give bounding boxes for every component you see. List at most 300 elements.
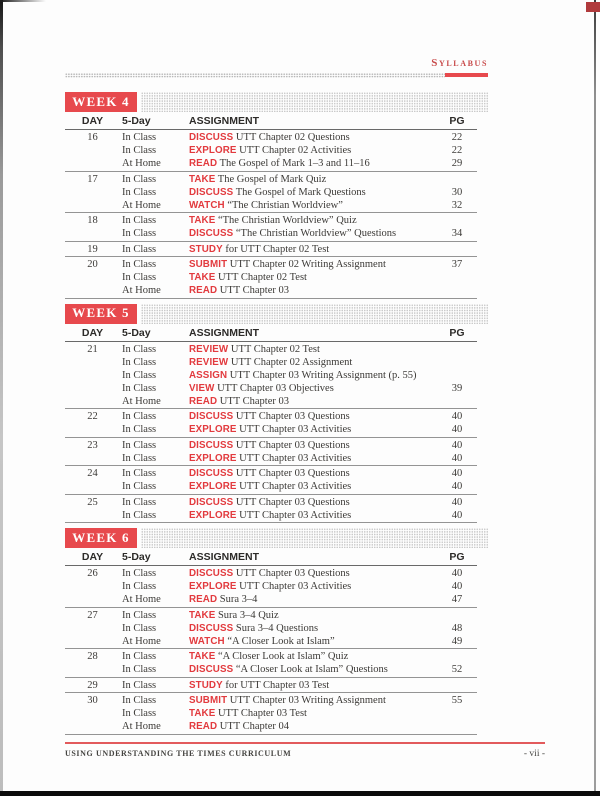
- five-day-cell: In Class: [122, 568, 157, 579]
- assignment-cell: [187, 214, 437, 227]
- assignment-text: Sura 3–4 Questions: [235, 622, 319, 634]
- pg-cell: 22: [451, 132, 463, 143]
- week-section: [65, 304, 488, 524]
- table-row: [65, 663, 477, 676]
- pg-cell: [437, 356, 477, 369]
- assignment-verb: DISCUSS: [189, 568, 234, 579]
- five-day-cell: In Class: [122, 664, 157, 675]
- day-number: [65, 452, 120, 465]
- assignment-verb: TAKE: [189, 272, 216, 283]
- week-band-hatch: [141, 528, 488, 548]
- table-row: [65, 382, 477, 395]
- column-header-five-day: 5-Day: [122, 551, 151, 563]
- assignment-verb: EXPLORE: [189, 424, 237, 435]
- week-table: [65, 550, 477, 735]
- assignment-cell: [187, 423, 437, 436]
- pg-cell: 22: [451, 145, 463, 156]
- pg-cell: 34: [451, 228, 463, 239]
- day-number: [65, 186, 120, 199]
- assignment-text: UTT Chapter 03 Writing Assignment: [229, 695, 386, 706]
- five-day-cell: In Class: [122, 609, 157, 621]
- five-day-cell: In Class: [122, 439, 157, 451]
- assignment-text: “A Closer Look at Islam” Quiz: [217, 651, 349, 662]
- assignment-text: UTT Chapter 02 Questions: [235, 132, 350, 143]
- day-number: [65, 720, 120, 733]
- week-band-hatch: [141, 92, 488, 112]
- column-header-pg: PG: [449, 326, 465, 339]
- assignment-verb: EXPLORE: [189, 452, 237, 464]
- five-day-cell: In Class: [122, 468, 157, 479]
- five-day-cell: At Home: [122, 158, 161, 169]
- week-table: [65, 326, 477, 524]
- assignment-verb: TAKE: [189, 215, 216, 226]
- table-row: [65, 650, 477, 663]
- assignment-verb: READ: [189, 285, 218, 296]
- week-band-hatch: [141, 304, 488, 324]
- scan-bottom-edge: [0, 791, 600, 796]
- five-day-cell: In Class: [122, 651, 157, 662]
- assignment-verb: DISCUSS: [189, 228, 234, 239]
- pg-cell: [437, 243, 477, 256]
- column-header-day: DAY: [81, 326, 104, 339]
- pg-cell: [437, 609, 477, 622]
- five-day-cell: In Class: [122, 622, 157, 634]
- table-row: [65, 467, 477, 480]
- assignment-text: UTT Chapter 04: [219, 721, 290, 732]
- pg-cell: [437, 395, 477, 408]
- day-number: [65, 199, 120, 212]
- day-number: [65, 144, 120, 157]
- assignment-cell: [187, 395, 437, 408]
- table-row: [65, 369, 477, 382]
- assignment-verb: DISCUSS: [189, 468, 234, 479]
- assignment-cell: [187, 382, 437, 395]
- five-day-cell: In Class: [122, 228, 157, 239]
- assignment-text: UTT Chapter 02 Test: [230, 343, 320, 355]
- assignment-text: UTT Chapter 03: [219, 285, 290, 296]
- assignment-text: UTT Chapter 03 Activities: [239, 452, 352, 464]
- assignment-verb: READ: [189, 395, 218, 407]
- five-day-cell: In Class: [122, 509, 157, 521]
- pg-cell: 40: [451, 452, 463, 464]
- assignment-text: “A Closer Look at Islam”: [227, 635, 335, 647]
- day-number: [65, 395, 120, 408]
- five-day-cell: At Home: [122, 199, 161, 211]
- day-group: [65, 678, 477, 694]
- assignment-verb: DISCUSS: [189, 439, 234, 451]
- table-row: [65, 243, 477, 256]
- assignment-cell: [187, 410, 437, 423]
- assignment-text: UTT Chapter 03 Test: [217, 708, 307, 719]
- table-row: [65, 593, 477, 606]
- day-group: [65, 566, 477, 608]
- five-day-cell: At Home: [122, 285, 161, 296]
- pg-cell: 40: [451, 468, 463, 479]
- day-group: [65, 242, 477, 258]
- assignment-text: UTT Chapter 03 Questions: [235, 568, 350, 579]
- day-number: [65, 635, 120, 648]
- assignment-verb: VIEW: [189, 382, 215, 394]
- day-group: [65, 213, 477, 242]
- column-header-pg: PG: [449, 551, 465, 563]
- column-header-assignment: ASSIGNMENT: [189, 115, 260, 127]
- column-header-five-day: 5-Day: [122, 115, 151, 127]
- pg-cell: [437, 343, 477, 356]
- assignment-cell: [187, 694, 437, 707]
- day-number: 28: [87, 651, 98, 662]
- five-day-cell: In Class: [122, 186, 157, 198]
- day-number: [65, 509, 120, 522]
- assignment-text: The Gospel of Mark 1–3 and 11–16: [219, 158, 370, 169]
- pg-cell: 39: [451, 382, 463, 394]
- day-group: [65, 438, 477, 467]
- weeks-container: [65, 92, 488, 735]
- assignment-cell: [187, 186, 437, 199]
- day-group: [65, 693, 477, 735]
- table-row: [65, 480, 477, 493]
- assignment-text: UTT Chapter 03 Activities: [239, 509, 352, 521]
- table-row: [65, 258, 477, 271]
- assignment-text: The Gospel of Mark Questions: [235, 186, 366, 198]
- five-day-cell: In Class: [122, 382, 157, 394]
- assignment-verb: STUDY: [189, 243, 223, 255]
- assignment-text: UTT Chapter 03 Objectives: [217, 382, 334, 394]
- column-header-five-day: 5-Day: [122, 326, 151, 339]
- five-day-cell: In Class: [122, 424, 157, 435]
- pg-cell: 40: [451, 411, 463, 422]
- assignment-cell: [187, 509, 437, 522]
- assignment-cell: [187, 157, 437, 170]
- five-day-cell: In Class: [122, 243, 157, 255]
- table-row: [65, 144, 477, 157]
- day-group: [65, 649, 477, 678]
- day-group: [65, 342, 477, 410]
- column-header-day: DAY: [81, 551, 104, 563]
- day-number: 17: [87, 173, 98, 185]
- assignment-text: Sura 3–4: [219, 594, 258, 605]
- assignment-cell: [187, 679, 437, 692]
- pg-cell: 40: [451, 424, 463, 435]
- table-row: [65, 395, 477, 408]
- five-day-cell: At Home: [122, 635, 161, 647]
- pg-cell: [437, 720, 477, 733]
- pg-cell: [437, 214, 477, 227]
- header-rule-dots: [65, 73, 445, 78]
- page-header-label: Syllabus: [431, 57, 488, 69]
- assignment-text: UTT Chapter 02 Writing Assignment: [229, 259, 386, 270]
- day-group: [65, 257, 477, 299]
- assignment-verb: EXPLORE: [189, 581, 237, 592]
- assignment-text: UTT Chapter 03 Questions: [235, 439, 350, 451]
- five-day-cell: In Class: [122, 132, 157, 143]
- pg-cell: 40: [451, 568, 463, 579]
- day-number: [65, 580, 120, 593]
- assignment-verb: DISCUSS: [189, 186, 234, 198]
- table-row: [65, 199, 477, 212]
- pg-cell: 29: [451, 158, 463, 169]
- assignment-text: UTT Chapter 03 Activities: [239, 581, 352, 592]
- table-body: [65, 130, 477, 299]
- assignment-verb: REVIEW: [189, 343, 229, 355]
- five-day-cell: At Home: [122, 594, 161, 605]
- column-header-assignment: ASSIGNMENT: [189, 551, 260, 563]
- footer-curriculum-label: USING UNDERSTANDING THE TIMES CURRICULUM: [65, 749, 292, 758]
- pg-cell: 49: [451, 635, 463, 647]
- day-group: [65, 409, 477, 438]
- table-row: [65, 609, 477, 622]
- day-number: 25: [87, 496, 98, 508]
- five-day-cell: In Class: [122, 259, 157, 270]
- assignment-cell: [187, 199, 437, 212]
- day-number: 23: [87, 439, 98, 451]
- assignment-verb: DISCUSS: [189, 622, 234, 634]
- pg-cell: [437, 173, 477, 186]
- assignment-verb: DISCUSS: [189, 496, 234, 508]
- assignment-verb: TAKE: [189, 173, 216, 185]
- header-rule-red-segment: [445, 73, 488, 77]
- assignment-cell: [187, 131, 437, 144]
- assignment-text: The Gospel of Mark Quiz: [217, 173, 327, 185]
- table-row: [65, 567, 477, 580]
- assignment-cell: [187, 480, 437, 493]
- table-row: [65, 694, 477, 707]
- five-day-cell: In Class: [122, 679, 157, 691]
- assignment-verb: WATCH: [189, 635, 225, 647]
- assignment-cell: [187, 284, 437, 297]
- assignment-text: UTT Chapter 02 Assignment: [230, 356, 353, 368]
- assignment-cell: [187, 439, 437, 452]
- pg-cell: 52: [451, 664, 463, 675]
- table-row: [65, 284, 477, 297]
- day-number: [65, 382, 120, 395]
- pg-cell: 32: [451, 199, 463, 211]
- day-number: 24: [87, 468, 98, 479]
- week-title: WEEK 5: [65, 304, 137, 324]
- assignment-cell: [187, 243, 437, 256]
- header-rule: [65, 73, 488, 78]
- assignment-verb: TAKE: [189, 651, 216, 662]
- day-number: [65, 157, 120, 170]
- five-day-cell: In Class: [122, 145, 157, 156]
- pg-cell: [437, 284, 477, 297]
- day-number: 18: [87, 215, 98, 226]
- day-number: [65, 707, 120, 720]
- assignment-cell: [187, 622, 437, 635]
- table-row: [65, 343, 477, 356]
- table-row: [65, 131, 477, 144]
- pg-cell: 40: [451, 481, 463, 492]
- day-number: [65, 227, 120, 240]
- day-number: 19: [87, 243, 98, 255]
- week-section: [65, 92, 488, 299]
- assignment-text: for UTT Chapter 03 Test: [225, 679, 330, 691]
- assignment-verb: EXPLORE: [189, 481, 237, 492]
- pg-cell: [437, 369, 477, 382]
- table-row: [65, 356, 477, 369]
- day-group: [65, 608, 477, 650]
- day-group: [65, 495, 477, 524]
- day-number: 21: [87, 343, 98, 355]
- assignment-cell: [187, 271, 437, 284]
- assignment-cell: [187, 650, 437, 663]
- assignment-cell: [187, 258, 437, 271]
- week-title: WEEK 4: [65, 92, 137, 112]
- five-day-cell: In Class: [122, 272, 157, 283]
- assignment-verb: READ: [189, 721, 218, 732]
- scan-top-edge: [0, 0, 46, 2]
- day-number: [65, 271, 120, 284]
- day-group: [65, 130, 477, 172]
- assignment-verb: READ: [189, 594, 218, 605]
- five-day-cell: At Home: [122, 395, 161, 407]
- assignment-text: UTT Chapter 03 Activities: [239, 481, 352, 492]
- assignment-verb: DISCUSS: [189, 132, 234, 143]
- table-row: [65, 580, 477, 593]
- pg-cell: [437, 707, 477, 720]
- assignment-text: UTT Chapter 03 Questions: [235, 411, 350, 422]
- assignment-text: “The Christian Worldview”: [227, 199, 343, 211]
- table-row: [65, 635, 477, 648]
- assignment-text: UTT Chapter 03 Writing Assignment (p. 55): [229, 369, 417, 381]
- table-row: [65, 410, 477, 423]
- column-header-day: DAY: [81, 115, 104, 127]
- day-number: [65, 622, 120, 635]
- scan-corner-mark: [586, 2, 600, 12]
- footer-rule: [65, 742, 545, 744]
- assignment-text: UTT Chapter 03 Activities: [239, 424, 352, 435]
- column-header-assignment: ASSIGNMENT: [189, 326, 260, 339]
- five-day-cell: In Class: [122, 173, 157, 185]
- assignment-text: UTT Chapter 03: [219, 395, 290, 407]
- column-header-pg: PG: [449, 115, 465, 127]
- pg-cell: 40: [451, 509, 463, 521]
- day-number: [65, 356, 120, 369]
- five-day-cell: In Class: [122, 496, 157, 508]
- table-row: [65, 679, 477, 692]
- five-day-cell: At Home: [122, 721, 161, 732]
- assignment-cell: [187, 720, 437, 733]
- pg-cell: 37: [451, 259, 463, 270]
- day-number: 16: [87, 132, 98, 143]
- assignment-cell: [187, 663, 437, 676]
- assignment-verb: EXPLORE: [189, 509, 237, 521]
- table-row: [65, 173, 477, 186]
- assignment-verb: DISCUSS: [189, 411, 234, 422]
- day-number: 29: [87, 679, 98, 691]
- table-header-row: [65, 326, 477, 342]
- assignment-cell: [187, 580, 437, 593]
- pg-cell: 40: [451, 439, 463, 451]
- assignment-verb: REVIEW: [189, 356, 229, 368]
- assignment-cell: [187, 707, 437, 720]
- assignment-verb: DISCUSS: [189, 664, 234, 675]
- table-row: [65, 227, 477, 240]
- assignment-cell: [187, 567, 437, 580]
- week-band: [65, 92, 488, 112]
- assignment-verb: STUDY: [189, 679, 223, 691]
- table-body: [65, 342, 477, 524]
- five-day-cell: In Class: [122, 695, 157, 706]
- day-number: [65, 480, 120, 493]
- table-row: [65, 496, 477, 509]
- week-table: [65, 114, 477, 299]
- assignment-text: “The Christian Worldview” Quiz: [217, 215, 357, 226]
- pg-cell: 47: [451, 594, 463, 605]
- assignment-verb: EXPLORE: [189, 145, 237, 156]
- five-day-cell: In Class: [122, 356, 157, 368]
- five-day-cell: In Class: [122, 343, 157, 355]
- day-group: [65, 466, 477, 495]
- assignment-cell: [187, 343, 437, 356]
- pg-cell: [437, 271, 477, 284]
- assignment-cell: [187, 144, 437, 157]
- assignment-text: UTT Chapter 02 Activities: [239, 145, 352, 156]
- week-band: [65, 528, 488, 548]
- day-number: [65, 423, 120, 436]
- assignment-verb: READ: [189, 158, 218, 169]
- scan-right-edge: [594, 0, 596, 796]
- assignment-cell: [187, 452, 437, 465]
- table-header-row: [65, 114, 477, 130]
- pg-cell: [437, 650, 477, 663]
- assignment-text: for UTT Chapter 02 Test: [225, 243, 330, 255]
- day-number: 22: [87, 411, 98, 422]
- table-row: [65, 271, 477, 284]
- day-number: [65, 663, 120, 676]
- table-body: [65, 566, 477, 735]
- pg-cell: 40: [451, 496, 463, 508]
- table-row: [65, 509, 477, 522]
- assignment-verb: WATCH: [189, 199, 225, 211]
- table-row: [65, 186, 477, 199]
- five-day-cell: In Class: [122, 581, 157, 592]
- pg-cell: 55: [451, 695, 463, 706]
- pg-cell: 48: [451, 622, 463, 634]
- assignment-text: Sura 3–4 Quiz: [217, 609, 279, 621]
- day-number: [65, 284, 120, 297]
- page-footer: [65, 749, 545, 759]
- scan-left-edge: [0, 0, 3, 796]
- assignment-cell: [187, 173, 437, 186]
- five-day-cell: In Class: [122, 369, 157, 381]
- day-group: [65, 172, 477, 214]
- five-day-cell: In Class: [122, 411, 157, 422]
- table-header-row: [65, 550, 477, 566]
- week-title: WEEK 6: [65, 528, 137, 548]
- assignment-cell: [187, 369, 437, 382]
- table-row: [65, 720, 477, 733]
- five-day-cell: In Class: [122, 481, 157, 492]
- assignment-verb: SUBMIT: [189, 695, 228, 706]
- footer-page-number: - vii -: [523, 749, 545, 759]
- assignment-cell: [187, 356, 437, 369]
- day-number: 26: [87, 568, 98, 579]
- table-row: [65, 622, 477, 635]
- pg-cell: [437, 679, 477, 692]
- assignment-text: UTT Chapter 03 Questions: [235, 496, 350, 508]
- day-number: 30: [87, 695, 98, 706]
- day-number: [65, 369, 120, 382]
- day-number: 20: [87, 259, 98, 270]
- day-number: 27: [87, 609, 98, 621]
- assignment-text: “A Closer Look at Islam” Questions: [235, 664, 388, 675]
- five-day-cell: In Class: [122, 708, 157, 719]
- assignment-text: “The Christian Worldview” Questions: [235, 228, 397, 239]
- table-row: [65, 439, 477, 452]
- assignment-verb: ASSIGN: [189, 369, 228, 381]
- week-section: [65, 528, 488, 735]
- assignment-cell: [187, 609, 437, 622]
